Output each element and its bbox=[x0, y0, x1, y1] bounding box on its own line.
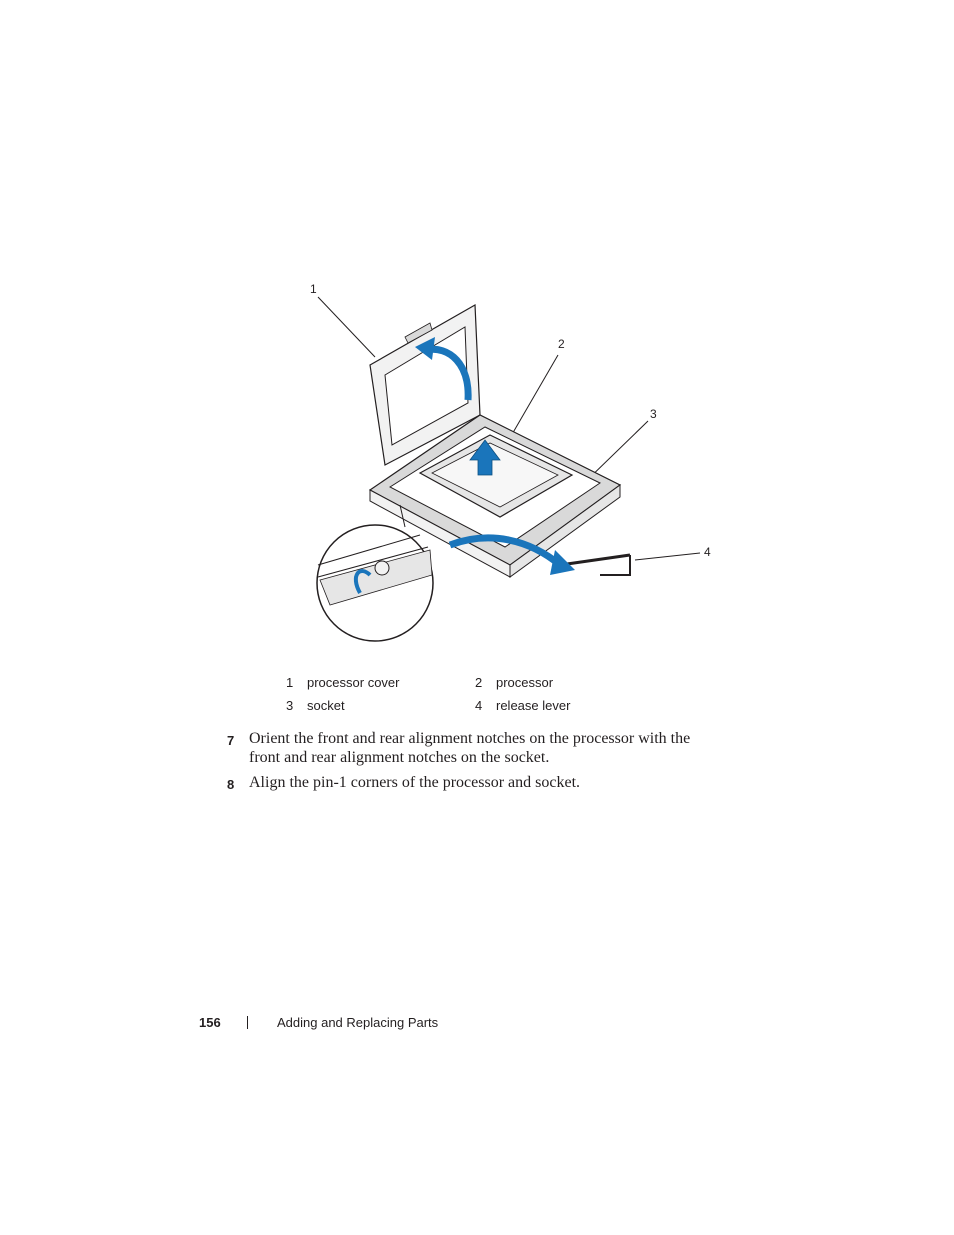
figure-legend bbox=[286, 671, 666, 717]
step-item bbox=[227, 773, 697, 794]
release-lever bbox=[560, 555, 630, 575]
legend-label: processor bbox=[496, 675, 554, 690]
legend-item bbox=[286, 675, 475, 690]
instruction-steps bbox=[227, 729, 697, 800]
legend-label: socket bbox=[307, 698, 345, 713]
section-title: Adding and Replacing Parts bbox=[277, 1015, 439, 1030]
legend-item bbox=[475, 698, 664, 713]
legend-number: 2 bbox=[475, 675, 483, 690]
step-item bbox=[227, 729, 697, 767]
processor-socket-illustration bbox=[300, 275, 720, 650]
detail-magnifier bbox=[317, 525, 433, 641]
callout-4: 4 bbox=[704, 545, 711, 559]
footer-separator bbox=[247, 1016, 248, 1029]
legend-number: 1 bbox=[286, 675, 294, 690]
page-number: 156 bbox=[199, 1015, 221, 1030]
callout-2: 2 bbox=[558, 337, 565, 351]
step-text: Orient the front and rear alignment notches on the processor with the front and rear alignment notches on the socket. bbox=[249, 730, 691, 766]
legend-number: 4 bbox=[475, 698, 483, 713]
step-text: Align the pin-1 corners of the processor and socket. bbox=[249, 774, 581, 791]
legend-row bbox=[286, 694, 666, 717]
legend-item bbox=[475, 675, 664, 690]
legend-number: 3 bbox=[286, 698, 294, 713]
leader-line-1 bbox=[318, 297, 375, 357]
callout-1: 1 bbox=[310, 282, 317, 296]
legend-item bbox=[286, 698, 475, 713]
legend-row bbox=[286, 671, 666, 694]
callout-3: 3 bbox=[650, 407, 657, 421]
illustration-svg bbox=[300, 275, 720, 650]
legend-label: release lever bbox=[496, 698, 571, 713]
page-footer bbox=[199, 1015, 438, 1030]
step-number: 7 bbox=[227, 733, 235, 748]
leader-line-4 bbox=[635, 553, 700, 560]
legend-label: processor cover bbox=[307, 675, 400, 690]
step-number: 8 bbox=[227, 777, 235, 792]
